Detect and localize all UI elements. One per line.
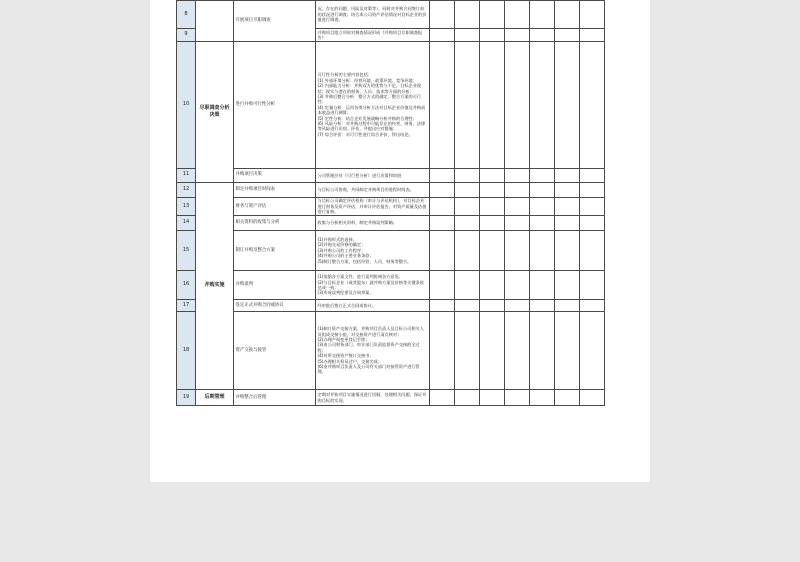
blank-cell [505,390,530,406]
item-cell: 签定正式并购合同或协议 [234,300,316,312]
row-number: 18 [177,312,196,390]
blank-cell [580,312,605,390]
blank-cell [555,182,580,197]
blank-cell [430,300,455,312]
procedure-table [176,0,605,406]
item-cell: 进行并购可行性分析 [234,41,316,168]
row-number: 9 [177,29,196,42]
blank-cell [480,41,505,168]
blank-cell [480,390,505,406]
blank-cell [580,1,605,29]
blank-cell [580,41,605,168]
table-row [177,1,605,29]
item-cell: 制订并购及整合方案 [234,231,316,271]
blank-cell [530,182,555,197]
detail-cell: 况、存在的问题、风险及对策等），同时对并购合同签订前的状况进行调查；结合本公司资产评估情况对目标企业的价值进行调查。 [316,1,430,29]
blank-cell [580,271,605,300]
blank-cell [430,168,455,182]
blank-cell [530,312,555,390]
item-cell: 财务与资产评估 [234,197,316,215]
blank-cell [430,41,455,168]
detail-cell: (1)依据各方案文件，进行谈判协调各方意见； (2)与目标企业（或其股东）就并购方案及价格等关键条款达成一致； (3)形成谈判纪要及合同草案。 [316,271,430,300]
blank-cell [455,390,480,406]
detail-cell: 公司管理层对《可行性分析》进行决策和审批 [316,168,430,182]
item-cell: 并购整合后管理 [234,390,316,406]
blank-cell [480,231,505,271]
blank-cell [480,197,505,215]
blank-cell [580,216,605,231]
blank-cell [455,312,480,390]
table-row [177,300,605,312]
detail-cell: (1)并购形式的选择； (2)并购交易价格的确定； (3)并购公司的工作程序； (4)并购公司的主要业务条款； (5)制订整合方案，包括经营、人员、财务等整合。 [316,231,430,271]
row-number: 11 [177,168,196,182]
blank-cell [505,41,530,168]
blank-cell [555,231,580,271]
blank-cell [555,390,580,406]
table-row [177,312,605,390]
row-number: 16 [177,271,196,300]
table-row [177,168,605,182]
phase-cell [196,1,234,42]
blank-cell [430,197,455,215]
blank-cell [505,312,530,390]
blank-cell [530,41,555,168]
blank-cell [505,216,530,231]
item-cell: 并购谈判 [234,271,316,300]
blank-cell [505,182,530,197]
blank-cell [505,1,530,29]
blank-cell [430,216,455,231]
phase-cell: 尽职调查分析决策 [196,41,234,182]
table-row [177,41,605,168]
blank-cell [530,1,555,29]
blank-cell [505,168,530,182]
blank-cell [505,29,530,42]
phase-cell: 后期管理 [196,390,234,406]
blank-cell [580,231,605,271]
phase-cell: 并购实施 [196,182,234,389]
row-number: 17 [177,300,196,312]
blank-cell [530,216,555,231]
blank-cell [580,29,605,42]
blank-cell [580,390,605,406]
blank-cell [530,231,555,271]
blank-cell [530,271,555,300]
table-row [177,271,605,300]
blank-cell [430,29,455,42]
row-number: 13 [177,197,196,215]
blank-cell [580,182,605,197]
blank-cell [555,300,580,312]
blank-cell [480,1,505,29]
blank-cell [555,1,580,29]
blank-cell [530,168,555,182]
blank-cell [455,216,480,231]
blank-cell [580,300,605,312]
blank-cell [430,390,455,406]
blank-cell [555,312,580,390]
detail-cell: 定期对并购项目实施情况进行回顾，处理相关问题，保证并购目标的实现。 [316,390,430,406]
blank-cell [505,271,530,300]
blank-cell [430,271,455,300]
blank-cell [530,390,555,406]
blank-cell [505,231,530,271]
document-page [150,0,650,482]
row-number: 8 [177,1,196,29]
item-cell: 制定并购项目时间表 [234,182,316,197]
table-row [177,390,605,406]
item-cell: 资产交接与接管 [234,312,316,390]
row-number: 19 [177,390,196,406]
detail-cell: 可行性分析的主要内容包括： (1) 外部环境分析：经营环境、政策环境、竞争环境； (2) 内部能力分析：并购双方的优势与不足，目标企业现状；现实与潜在的财务、人员、技术等方面的分析； (3) 并购后整合分析：整合方式的确定，整合方案的可行性； (4) 定量分析：运用各类分析方法对目标企业价值及并购成本收益进行测算； (5) 定性分析：结合企业发展战略分析并购的合理性； (6) 风险分析：对并购过程中可能存在的经营、财务、法律等风险进行识别、评估，并提出应对措施； (7) 综合评价：对可行性进行综合评价，得出结论。 [316,41,430,168]
blank-cell [455,197,480,215]
blank-cell [480,216,505,231]
blank-cell [455,168,480,182]
item-cell: 并购项目决策 [234,168,316,182]
blank-cell [505,197,530,215]
blank-cell [555,197,580,215]
blank-cell [530,300,555,312]
row-number: 10 [177,41,196,168]
blank-cell [480,168,505,182]
blank-cell [480,312,505,390]
blank-cell [455,41,480,168]
blank-cell [580,197,605,215]
blank-cell [555,41,580,168]
blank-cell [555,271,580,300]
row-number: 12 [177,182,196,197]
detail-cell: 经审批后签订正式合同或协议。 [316,300,430,312]
row-number: 15 [177,231,196,271]
table-row [177,197,605,215]
blank-cell [455,271,480,300]
table-row [177,231,605,271]
blank-cell [530,29,555,42]
blank-cell [555,216,580,231]
blank-cell [480,300,505,312]
detail-cell: 与目标公司确定评估机构（审计与评估机构），对目标企业进行财务及资产评估，并审计评估报告，对资产质量及估值进行复核。 [316,197,430,215]
blank-cell [505,300,530,312]
table-row [177,182,605,197]
blank-cell [555,29,580,42]
blank-cell [455,29,480,42]
blank-cell [430,182,455,197]
blank-cell [580,168,605,182]
blank-cell [555,168,580,182]
item-cell: 开展项目尽职调查 [234,1,316,42]
blank-cell [480,29,505,42]
blank-cell [530,197,555,215]
detail-cell: 并购项目组立项时对调查情况形成《并购项目尽职调查报告》 [316,29,430,42]
blank-cell [480,182,505,197]
blank-cell [480,271,505,300]
table-row [177,216,605,231]
detail-cell: (1)制订资产交接方案，并购项目负责人及目标公司相关人员组成交接小组，对交接资产进行清点核对； (2)办理产权变更登记手续； (3)由公司财务部门、审计部门负责监督资产交接的全过程； (4)对所交接资产签订交接书； (5)办理相关权证过户，交接完成； (6)由并购项目负责人及公司有关部门对接管资产进行管理。 [316,312,430,390]
detail-cell: 收集与分析相关资料，制定并购谈判策略。 [316,216,430,231]
blank-cell [455,300,480,312]
blank-cell [430,1,455,29]
blank-cell [430,312,455,390]
blank-cell [455,1,480,29]
blank-cell [455,231,480,271]
blank-cell [430,231,455,271]
detail-cell: 与目标公司协商，共同制定并购项目的进程时间表。 [316,182,430,197]
row-number: 14 [177,216,196,231]
item-cell: 相关资料的收集与分析 [234,216,316,231]
blank-cell [455,182,480,197]
